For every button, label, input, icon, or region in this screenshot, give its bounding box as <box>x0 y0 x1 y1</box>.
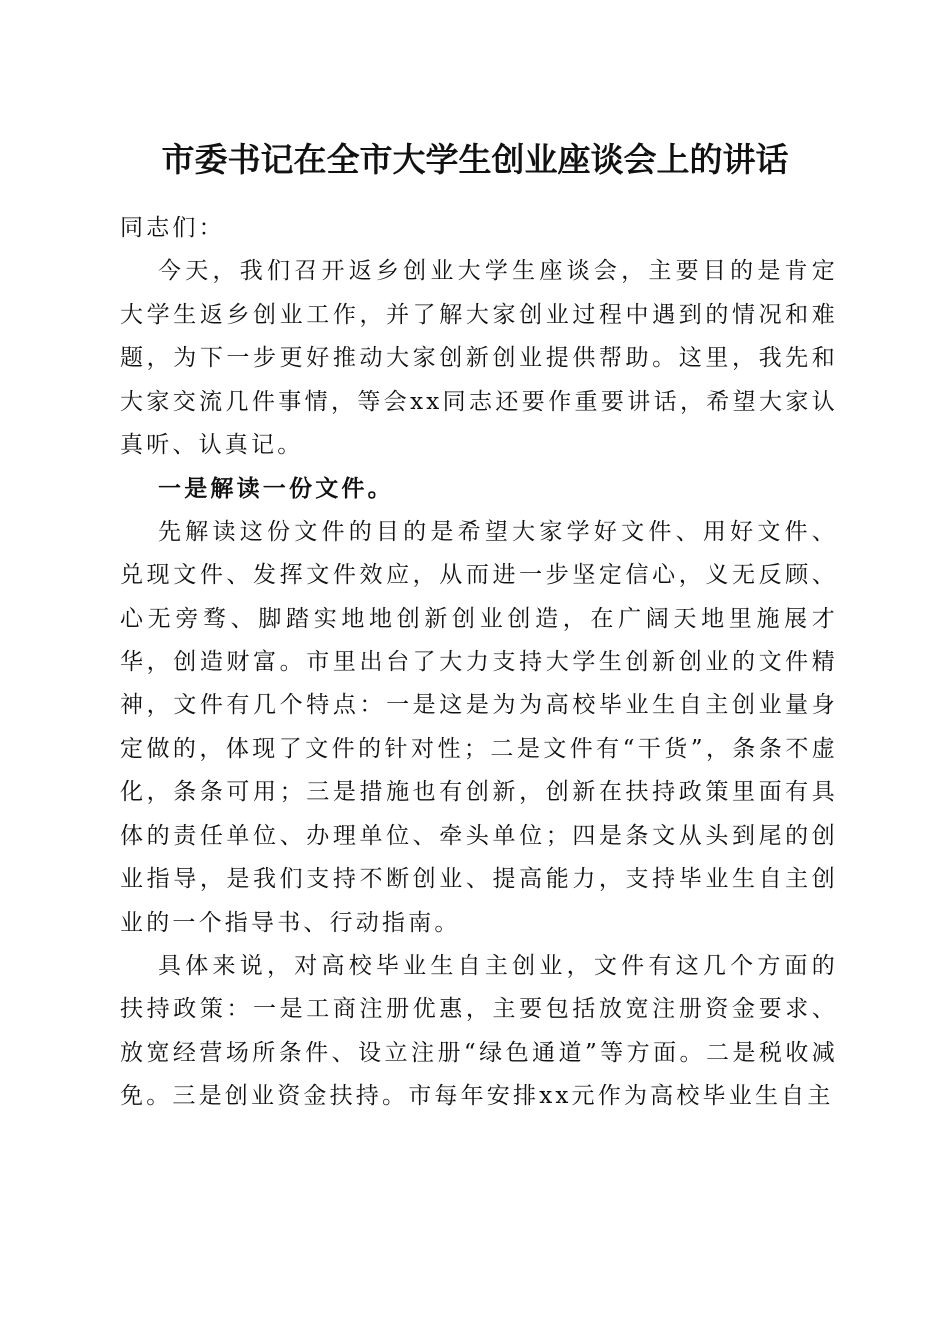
salutation: 同志们： <box>120 215 225 241</box>
body-paragraph: 先解读这份文件的目的是希望大家学好文件、用好文件、兑现文件、发挥文件效应，从而进一步坚定信心，义无反顾、心无旁骛、脚踏实地地创新创业创造，在广阔天地里施展才华，创造财富。市里出台了大力支持大学生创新创业的文件精神，文件有几个特点：一是这是为为高校毕业生自主创业量身定做的，体现了文件的针对性；二是文件有“干货”，条条不虚化，条条可用；三是措施也有创新，创新在扶持政策里面有具体的责任单位、办理单位、牵头单位；四是条文从头到尾的创业指导，是我们支持不断创业、提高能力，支持毕业生自主创业的一个指导书、行动指南。 <box>120 518 838 936</box>
body-paragraph: 今天，我们召开返乡创业大学生座谈会，主要目的是肯定大学生返乡创业工作，并了解大家创业过程中遇到的情况和难题，为下一步更好推动大家创新创业提供帮助。这里，我先和大家交流几件事情，等会xx同志还要作重要讲话，希望大家认真听、认真记。 <box>120 258 838 459</box>
document-body <box>120 207 838 1119</box>
section-heading: 一是解读一份文件。 <box>158 475 394 503</box>
body-paragraph: 具体来说，对高校毕业生自主创业，文件有这几个方面的扶持政策：一是工商注册优惠，主要包括放宽注册资金要求、放宽经营场所条件、设立注册“绿色通道”等方面。二是税收减免。三是创业资金扶持。市每年安排xx元作为高校毕业生自主 <box>120 952 838 1110</box>
document-title: 市委书记在全市大学生创业座谈会上的讲话 <box>161 140 789 179</box>
